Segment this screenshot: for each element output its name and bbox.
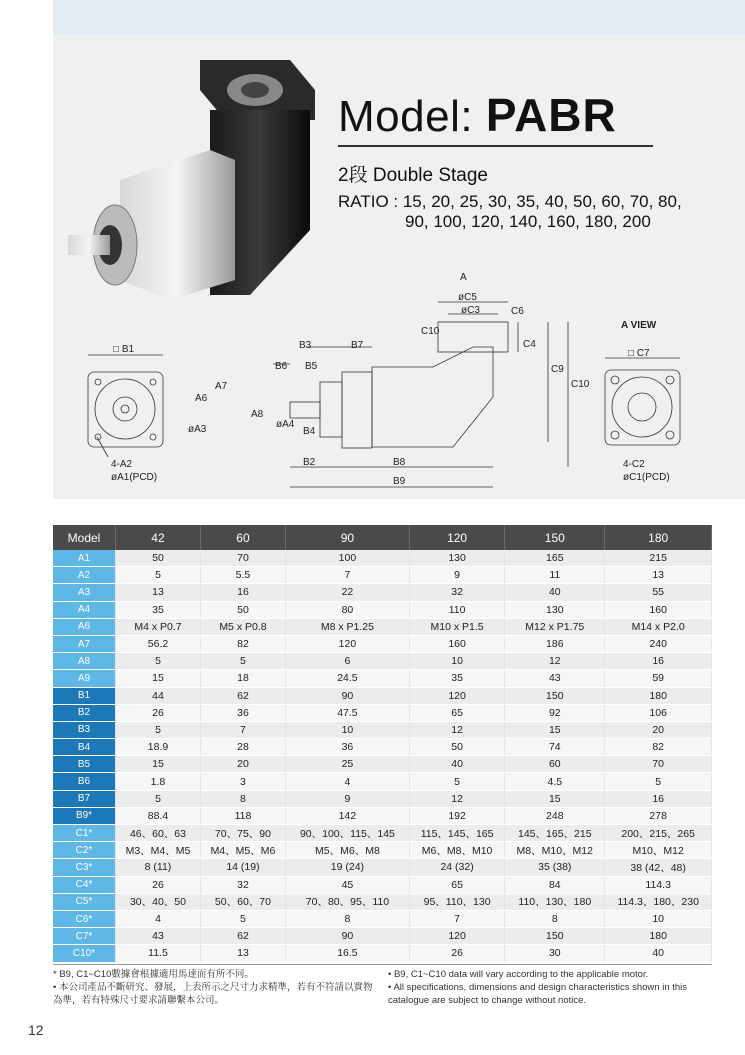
top-band xyxy=(53,0,745,34)
table-cell: 240 xyxy=(605,635,712,652)
table-cell: 130 xyxy=(409,550,504,567)
table-cell: 12 xyxy=(409,790,504,807)
table-header-size: 60 xyxy=(200,525,285,550)
table-cell: 192 xyxy=(409,807,504,824)
dim-a3: øA3 xyxy=(188,424,207,435)
row-label: A2 xyxy=(53,567,116,584)
table-cell: 59 xyxy=(605,670,712,687)
table-cell: 9 xyxy=(409,567,504,584)
row-label: C4* xyxy=(53,876,116,893)
table-cell: 32 xyxy=(409,584,504,601)
table-cell: 114.3、180、230 xyxy=(605,893,712,910)
table-cell: 28 xyxy=(200,739,285,756)
table-cell: 8 xyxy=(505,910,605,927)
table-cell: 82 xyxy=(200,635,285,652)
table-cell: 10 xyxy=(285,721,409,738)
row-label: C1* xyxy=(53,825,116,842)
dim-c3: øC3 xyxy=(461,305,480,316)
dim-c10-right: C10 xyxy=(571,379,590,390)
row-label: C7* xyxy=(53,928,116,945)
table-cell: M12 x P1.75 xyxy=(505,618,605,635)
table-cell: 20 xyxy=(605,721,712,738)
table-cell: 40 xyxy=(605,945,712,962)
table-cell: 110、130、180 xyxy=(505,893,605,910)
table-row xyxy=(53,721,712,738)
table-cell: 40 xyxy=(505,584,605,601)
table-cell: 50 xyxy=(116,550,201,567)
table-cell: 35 xyxy=(116,601,201,618)
table-cell: 180 xyxy=(605,687,712,704)
table-cell: M14 x P2.0 xyxy=(605,618,712,635)
dim-a7: A7 xyxy=(215,381,228,392)
table-cell: 60 xyxy=(505,756,605,773)
table-row xyxy=(53,893,712,910)
row-label: A9 xyxy=(53,670,116,687)
dim-c5: øC5 xyxy=(458,292,477,303)
table-cell: 120 xyxy=(409,687,504,704)
table-row xyxy=(53,790,712,807)
table-row xyxy=(53,825,712,842)
table-cell: 56.2 xyxy=(116,635,201,652)
table-cell: 70、75、90 xyxy=(200,825,285,842)
table-header-size: 180 xyxy=(605,525,712,550)
row-label: A7 xyxy=(53,635,116,652)
dim-b9: B9 xyxy=(393,476,406,487)
table-row xyxy=(53,704,712,721)
table-cell: 24 (32) xyxy=(409,859,504,876)
table-cell: 4 xyxy=(116,910,201,927)
table-cell: 5 xyxy=(605,773,712,790)
table-cell: 90、100、115、145 xyxy=(285,825,409,842)
table-cell: 20 xyxy=(200,756,285,773)
row-label: A3 xyxy=(53,584,116,601)
table-row xyxy=(53,550,712,567)
row-label: B3 xyxy=(53,721,116,738)
table-cell: 15 xyxy=(505,721,605,738)
table-cell: 7 xyxy=(200,721,285,738)
table-cell: 40 xyxy=(409,756,504,773)
row-label: A1 xyxy=(53,550,116,567)
table-row xyxy=(53,773,712,790)
table-cell: 13 xyxy=(200,945,285,962)
model-name: PABR xyxy=(485,89,617,141)
title-rule xyxy=(338,145,653,147)
table-cell: 44 xyxy=(116,687,201,704)
dim-c6: C6 xyxy=(511,306,524,317)
table-cell: 15 xyxy=(116,756,201,773)
table-row xyxy=(53,910,712,927)
table-cell: 16 xyxy=(605,790,712,807)
dim-c4: C4 xyxy=(523,339,536,350)
table-row xyxy=(53,876,712,893)
table-cell: 8 xyxy=(200,790,285,807)
table-header-size: 42 xyxy=(116,525,201,550)
row-label: A4 xyxy=(53,601,116,618)
table-row xyxy=(53,687,712,704)
table-cell: 7 xyxy=(409,910,504,927)
table-cell: 165 xyxy=(505,550,605,567)
note-right-1: • B9, C1~C10 data will vary according to the applicable motor. xyxy=(388,969,649,980)
table-cell: 18 xyxy=(200,670,285,687)
table-cell: 160 xyxy=(409,635,504,652)
table-cell: M6、M8、M10 xyxy=(409,842,504,859)
dim-a2: 4-A2 xyxy=(111,459,133,470)
table-cell: 278 xyxy=(605,807,712,824)
table-cell: 90 xyxy=(285,687,409,704)
table-cell: 5 xyxy=(200,910,285,927)
ratio-list xyxy=(338,192,682,232)
table-cell: 62 xyxy=(200,687,285,704)
dim-b7: B7 xyxy=(351,340,364,351)
table-cell: 145、165、215 xyxy=(505,825,605,842)
table-cell: 16.5 xyxy=(285,945,409,962)
row-label: B6 xyxy=(53,773,116,790)
table-cell: 118 xyxy=(200,807,285,824)
dim-c1: øC1(PCD) xyxy=(623,472,670,483)
notes-english xyxy=(388,968,718,1007)
table-cell: 36 xyxy=(285,739,409,756)
table-cell: 50、60、70 xyxy=(200,893,285,910)
table-cell: 36 xyxy=(200,704,285,721)
dim-c2: 4-C2 xyxy=(623,459,645,470)
row-label: C5* xyxy=(53,893,116,910)
table-cell: M10 x P1.5 xyxy=(409,618,504,635)
table-cell: 13 xyxy=(605,567,712,584)
table-cell: 160 xyxy=(605,601,712,618)
table-header-model: Model xyxy=(53,525,116,550)
table-cell: 130 xyxy=(505,601,605,618)
page-number: 12 xyxy=(28,1022,44,1038)
table-cell: 14 (19) xyxy=(200,859,285,876)
table-cell: 11 xyxy=(505,567,605,584)
row-label: C2* xyxy=(53,842,116,859)
ratio-line-1: RATIO : 15, 20, 25, 30, 35, 40, 50, 60, 70, 80, xyxy=(338,192,682,211)
table-cell: 38 (42、48) xyxy=(605,859,712,876)
table-cell: 16 xyxy=(605,653,712,670)
table-cell: 12 xyxy=(505,653,605,670)
table-header-size: 150 xyxy=(505,525,605,550)
table-cell: 65 xyxy=(409,876,504,893)
table-cell: 25 xyxy=(285,756,409,773)
row-label: A8 xyxy=(53,653,116,670)
table-cell: 26 xyxy=(116,704,201,721)
table-cell: 180 xyxy=(605,928,712,945)
table-cell: 62 xyxy=(200,928,285,945)
table-cell: 35 (38) xyxy=(505,859,605,876)
table-cell: M5、M6、M8 xyxy=(285,842,409,859)
table-cell: 115、145、165 xyxy=(409,825,504,842)
table-cell: 5 xyxy=(116,790,201,807)
dim-a6: A6 xyxy=(195,393,208,404)
dim-a1: øA1(PCD) xyxy=(111,472,158,483)
model-title: Model: PABR xyxy=(338,89,617,141)
table-row xyxy=(53,859,712,876)
table-cell: 106 xyxy=(605,704,712,721)
table-row xyxy=(53,653,712,670)
table-cell: 100 xyxy=(285,550,409,567)
a-view-label: A VIEW xyxy=(621,320,657,331)
table-cell: 55 xyxy=(605,584,712,601)
table-cell: M8、M10、M12 xyxy=(505,842,605,859)
dim-b1: □ B1 xyxy=(113,344,135,355)
dim-c9: C9 xyxy=(551,364,564,375)
table-cell: 24.5 xyxy=(285,670,409,687)
table-cell: 9 xyxy=(285,790,409,807)
table-cell: 11.5 xyxy=(116,945,201,962)
table-row xyxy=(53,670,712,687)
dim-b8: B8 xyxy=(393,457,406,468)
table-cell: 120 xyxy=(285,635,409,652)
table-cell: 30 xyxy=(505,945,605,962)
table-cell: 5 xyxy=(116,567,201,584)
table-cell: 45 xyxy=(285,876,409,893)
table-cell: 95、110、130 xyxy=(409,893,504,910)
table-cell: 12 xyxy=(409,721,504,738)
table-row xyxy=(53,584,712,601)
dim-a4: øA4 xyxy=(276,419,295,430)
table-cell: 5 xyxy=(116,653,201,670)
row-label: C10* xyxy=(53,945,116,962)
table-cell: 88.4 xyxy=(116,807,201,824)
table-cell: 215 xyxy=(605,550,712,567)
table-cell: 26 xyxy=(116,876,201,893)
table-cell: 5 xyxy=(409,773,504,790)
row-label: B4 xyxy=(53,739,116,756)
stage-label: 2段 Double Stage xyxy=(338,165,488,186)
table-cell: M5 x P0.8 xyxy=(200,618,285,635)
row-label: C3* xyxy=(53,859,116,876)
row-label: B9* xyxy=(53,807,116,824)
table-cell: 26 xyxy=(409,945,504,962)
table-cell: 110 xyxy=(409,601,504,618)
table-row xyxy=(53,842,712,859)
table-row xyxy=(53,945,712,962)
dim-b4: B4 xyxy=(303,426,316,437)
table-cell: 47.5 xyxy=(285,704,409,721)
table-row xyxy=(53,807,712,824)
table-cell: 5 xyxy=(116,721,201,738)
table-cell: 150 xyxy=(505,928,605,945)
table-cell: M4 x P0.7 xyxy=(116,618,201,635)
spec-table xyxy=(53,525,712,963)
table-row xyxy=(53,756,712,773)
table-cell: 1.8 xyxy=(116,773,201,790)
table-cell: 30、40、50 xyxy=(116,893,201,910)
table-cell: M3、M4、M5 xyxy=(116,842,201,859)
table-cell: 120 xyxy=(409,928,504,945)
table-cell: 8 (11) xyxy=(116,859,201,876)
table-row xyxy=(53,739,712,756)
row-label: B5 xyxy=(53,756,116,773)
note-left-1: * B9, C1~C10數據會根據適用馬達而有所不同。 xyxy=(53,969,254,980)
table-cell: 5.5 xyxy=(200,567,285,584)
table-header-size: 120 xyxy=(409,525,504,550)
table-cell: 80 xyxy=(285,601,409,618)
table-cell: 82 xyxy=(605,739,712,756)
table-cell: 35 xyxy=(409,670,504,687)
table-cell: 186 xyxy=(505,635,605,652)
table-cell: 70 xyxy=(200,550,285,567)
table-cell: 19 (24) xyxy=(285,859,409,876)
table-row xyxy=(53,567,712,584)
table-cell: 43 xyxy=(116,928,201,945)
dim-a-arrow: A xyxy=(460,272,467,283)
table-cell: 50 xyxy=(200,601,285,618)
table-cell: 8 xyxy=(285,910,409,927)
table-cell: 84 xyxy=(505,876,605,893)
notes-chinese xyxy=(53,968,373,1007)
table-cell: 3 xyxy=(200,773,285,790)
table-cell: 90 xyxy=(285,928,409,945)
row-label: B7 xyxy=(53,790,116,807)
row-label: C6* xyxy=(53,910,116,927)
table-header-size: 90 xyxy=(285,525,409,550)
table-cell: 15 xyxy=(505,790,605,807)
table-cell: 70、80、95、110 xyxy=(285,893,409,910)
table-cell: 150 xyxy=(505,687,605,704)
dim-b3: B3 xyxy=(299,340,312,351)
table-row xyxy=(53,618,712,635)
table-cell: 10 xyxy=(605,910,712,927)
note-right-2: • All specifications, dimensions and design characteristics shown in this catalogue are subject to change without notice. xyxy=(388,982,688,1006)
table-cell: 10 xyxy=(409,653,504,670)
ratio-line-2: 90, 100, 120, 140, 160, 180, 200 xyxy=(405,212,651,231)
notes-rule xyxy=(53,964,712,965)
row-label: B1 xyxy=(53,687,116,704)
table-cell: 200、215、265 xyxy=(605,825,712,842)
table-row xyxy=(53,635,712,652)
table-cell: 114.3 xyxy=(605,876,712,893)
dim-b5: B5 xyxy=(305,361,318,372)
table-row xyxy=(53,601,712,618)
table-cell: 5 xyxy=(200,653,285,670)
table-row xyxy=(53,928,712,945)
dim-b6: B6 xyxy=(275,361,288,372)
table-cell: 65 xyxy=(409,704,504,721)
table-cell: M4、M5、M6 xyxy=(200,842,285,859)
table-cell: 142 xyxy=(285,807,409,824)
row-label: B2 xyxy=(53,704,116,721)
table-cell: 74 xyxy=(505,739,605,756)
table-cell: 92 xyxy=(505,704,605,721)
table-cell: 46、60、63 xyxy=(116,825,201,842)
table-cell: 4 xyxy=(285,773,409,790)
dim-c7: □ C7 xyxy=(628,348,650,359)
table-cell: M10、M12 xyxy=(605,842,712,859)
note-left-2: • 本公司產品不斷研究、發展，上表所示之尺寸力求精準，若有不符請以實物為準，若有特殊尺寸要求請聯繫本公司。 xyxy=(53,982,373,1006)
table-cell: 50 xyxy=(409,739,504,756)
table-cell: 43 xyxy=(505,670,605,687)
dimension-drawings xyxy=(53,262,745,497)
row-label: A6 xyxy=(53,618,116,635)
dim-a8: A8 xyxy=(251,409,264,420)
table-cell: 22 xyxy=(285,584,409,601)
table-cell: 13 xyxy=(116,584,201,601)
table-cell: 6 xyxy=(285,653,409,670)
table-cell: 7 xyxy=(285,567,409,584)
dim-b2: B2 xyxy=(303,457,316,468)
dim-c10: C10 xyxy=(421,326,440,337)
table-cell: 4.5 xyxy=(505,773,605,790)
table-cell: 70 xyxy=(605,756,712,773)
table-cell: 15 xyxy=(116,670,201,687)
table-cell: M8 x P1.25 xyxy=(285,618,409,635)
table-cell: 248 xyxy=(505,807,605,824)
table-cell: 16 xyxy=(200,584,285,601)
table-cell: 18.9 xyxy=(116,739,201,756)
table-cell: 32 xyxy=(200,876,285,893)
